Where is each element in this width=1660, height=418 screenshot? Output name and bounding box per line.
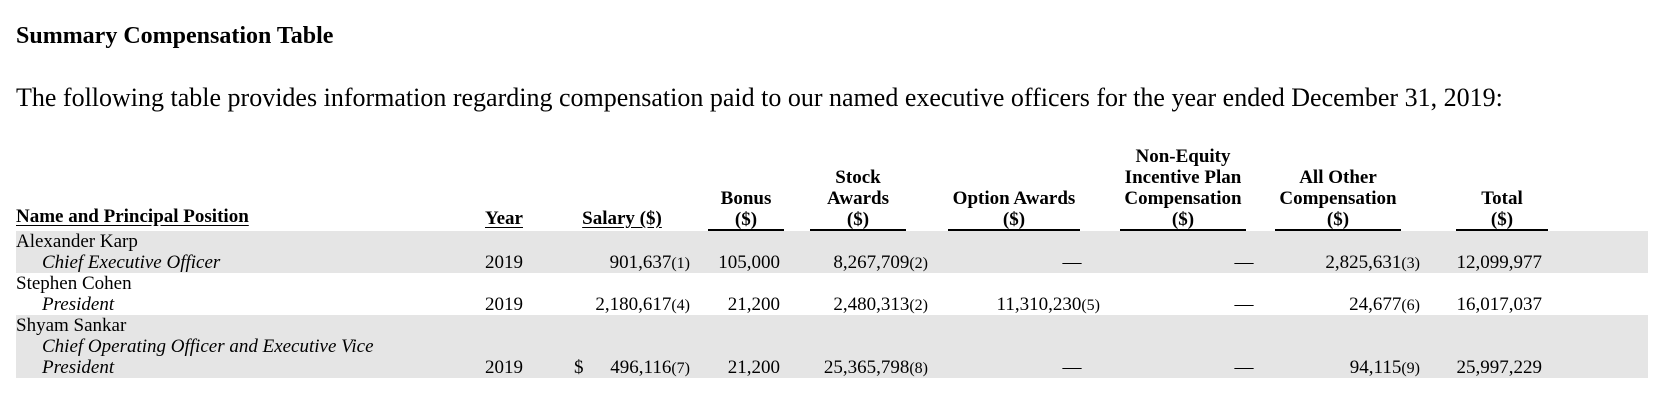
table-row	[16, 231, 1648, 273]
executive-role-line2: President	[42, 357, 115, 378]
header-stock-line2: Awards	[827, 188, 889, 209]
cell-bonus: 21,200	[727, 357, 780, 378]
cell-bonus: 21,200	[727, 294, 780, 315]
stock-value: 8,267,709	[833, 252, 910, 273]
table-row	[16, 315, 1648, 378]
cell-nonequity: —	[1234, 252, 1254, 273]
header-name-position: Name and Principal Position	[16, 206, 249, 227]
header-total-line2: ($)	[1490, 209, 1514, 230]
stock-value: 25,365,798	[823, 357, 910, 378]
cell-bonus: 105,000	[718, 252, 780, 273]
salary-value: 496,116	[610, 357, 672, 378]
header-option-line1: Option Awards	[952, 188, 1076, 209]
cell-all-other	[1266, 252, 1420, 274]
header-allother-line3: ($)	[1326, 209, 1350, 230]
cell-option: —	[1062, 252, 1082, 273]
header-stock-line3: ($)	[846, 209, 870, 230]
stock-footnote: (2)	[909, 255, 928, 272]
executive-role: President	[42, 294, 115, 315]
header-nonequity-line3: Compensation	[1124, 188, 1242, 209]
executive-name: Stephen Cohen	[16, 273, 132, 294]
cell-nonequity: —	[1234, 294, 1254, 315]
cell-nonequity: —	[1234, 357, 1254, 378]
header-total	[1456, 188, 1548, 230]
header-nonequity-line1: Non-Equity	[1135, 146, 1231, 167]
executive-role-line1: Chief Operating Officer and Executive Vice	[42, 336, 374, 357]
salary-value: 2,180,617	[595, 294, 672, 315]
stock-footnote: (8)	[909, 360, 928, 377]
allother-value: 94,115	[1349, 357, 1402, 378]
header-bonus-line2: ($)	[734, 209, 758, 230]
executive-name: Shyam Sankar	[16, 315, 127, 336]
header-all-other	[1275, 167, 1401, 230]
stock-footnote: (2)	[909, 297, 928, 314]
salary-value: 901,637	[609, 252, 672, 273]
header-year: Year	[485, 208, 523, 229]
cell-total: 16,017,037	[1456, 294, 1542, 315]
cell-salary	[556, 357, 690, 379]
cell-total: 25,997,229	[1456, 357, 1542, 378]
cell-total: 12,099,977	[1456, 252, 1542, 273]
cell-option: —	[1062, 357, 1082, 378]
header-bonus	[708, 188, 784, 230]
cell-stock	[794, 252, 928, 274]
cell-stock	[794, 294, 928, 316]
header-nonequity-line4: ($)	[1171, 209, 1195, 230]
allother-footnote: (9)	[1401, 360, 1420, 377]
option-footnote: (5)	[1081, 297, 1100, 314]
executive-role: Chief Executive Officer	[42, 252, 221, 273]
header-allother-line1: All Other	[1299, 167, 1377, 188]
header-bonus-line1: Bonus	[720, 188, 772, 209]
page-title: Summary Compensation Table	[16, 23, 334, 49]
cell-option	[956, 294, 1100, 316]
cell-year: 2019	[485, 357, 523, 378]
header-non-equity	[1120, 146, 1246, 230]
header-stock-awards	[810, 167, 906, 230]
option-value: 11,310,230	[996, 294, 1082, 315]
cell-all-other	[1266, 294, 1420, 316]
salary-footnote: (7)	[671, 360, 690, 377]
salary-footnote: (4)	[671, 297, 690, 314]
allother-value: 2,825,631	[1325, 252, 1402, 273]
cell-salary	[556, 252, 690, 274]
cell-year: 2019	[485, 294, 523, 315]
header-total-line1: Total	[1481, 188, 1523, 209]
header-allother-line2: Compensation	[1279, 188, 1397, 209]
table-row	[16, 273, 1648, 315]
salary-footnote: (1)	[671, 255, 690, 272]
header-nonequity-line2: Incentive Plan	[1124, 167, 1242, 188]
executive-name: Alexander Karp	[16, 231, 138, 252]
allother-footnote: (6)	[1401, 297, 1420, 314]
intro-paragraph: The following table provides information regarding compensation paid to our named executive officers for the year ended December 31, 2019:	[16, 83, 1503, 112]
allother-footnote: (3)	[1401, 255, 1420, 272]
header-option-line2: ($)	[1002, 209, 1026, 230]
header-option-awards	[948, 188, 1080, 230]
cell-year: 2019	[485, 252, 523, 273]
stock-value: 2,480,313	[833, 294, 910, 315]
allother-value: 24,677	[1349, 294, 1402, 315]
cell-salary	[556, 294, 690, 316]
header-stock-line1: Stock	[835, 167, 881, 188]
salary-dollar-sign: $	[574, 357, 584, 378]
cell-all-other	[1266, 357, 1420, 379]
cell-stock	[794, 357, 928, 379]
header-salary: Salary ($)	[582, 208, 662, 229]
